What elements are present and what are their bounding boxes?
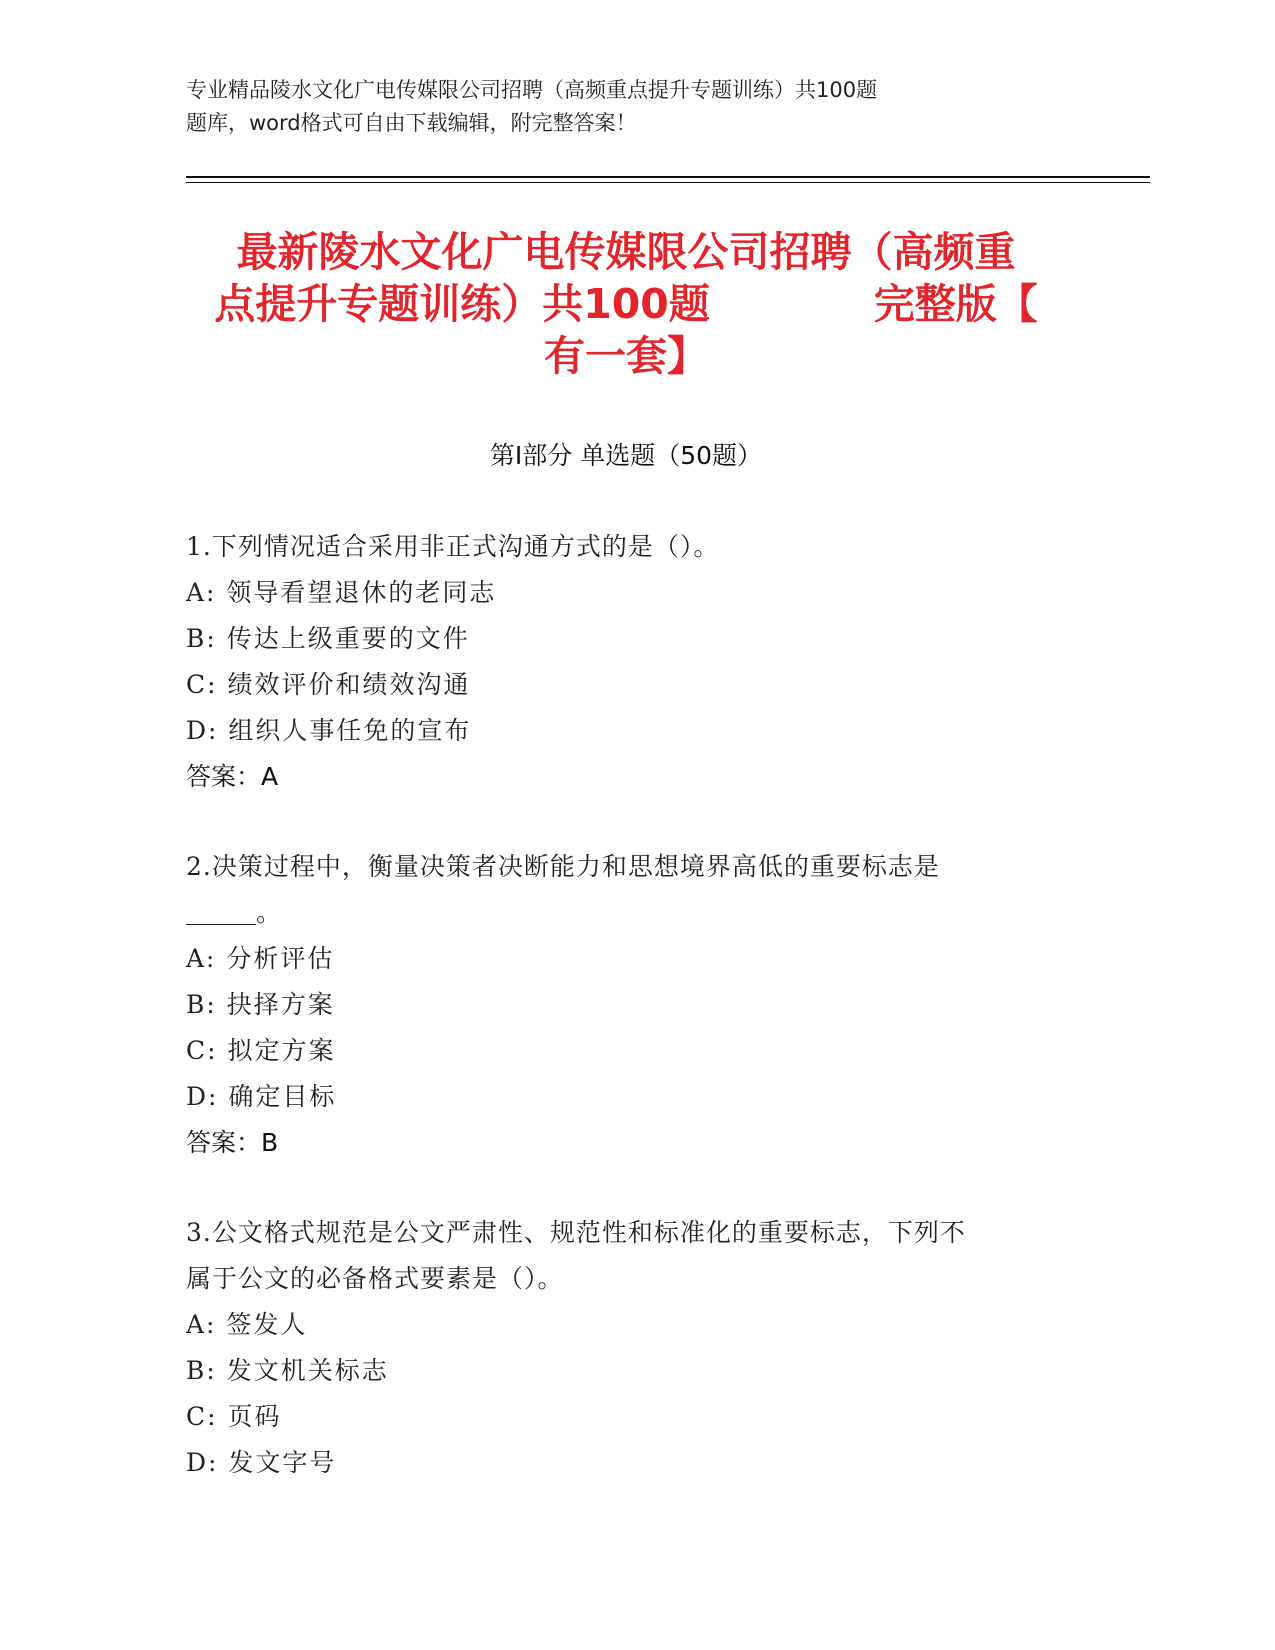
option-b: B: 传达上级重要的文件 xyxy=(186,624,470,653)
section-title: 第Ⅰ部分 单选题（50题） xyxy=(489,441,763,470)
header-divider-thick xyxy=(186,176,1150,178)
question-2 xyxy=(186,844,1076,1166)
option-d: D: 确定目标 xyxy=(186,1082,337,1111)
question-3 xyxy=(186,1210,1076,1486)
question-list xyxy=(186,524,1076,1530)
answer-blank xyxy=(186,904,256,925)
option-c: C: 绩效评价和绩效沟通 xyxy=(186,670,471,699)
option-c: C: 页码 xyxy=(186,1402,282,1431)
option-a: A: 签发人 xyxy=(186,1310,308,1339)
header-note-line1: 专业精品陵水文化广电传媒限公司招聘（高频重点提升专题训练）共100题 xyxy=(186,78,878,102)
question-stem-line2 xyxy=(186,890,1076,936)
header-divider-thin xyxy=(186,182,1150,183)
option-a: A: 分析评估 xyxy=(186,944,335,973)
option-c: C: 拟定方案 xyxy=(186,1036,336,1065)
option-d: D: 组织人事任免的宣布 xyxy=(186,716,472,745)
answer: 答案：A xyxy=(186,762,279,791)
question-stem: 1.下列情况适合采用非正式沟通方式的是（）。 xyxy=(186,532,720,561)
document-title xyxy=(186,226,1066,382)
title-line1: 最新陵水文化广电传媒限公司招聘（高频重 xyxy=(236,228,1016,276)
title-line3: 有一套】 xyxy=(544,332,708,380)
stem-end: 。 xyxy=(256,898,283,927)
header-note-line2: 题库，word格式可自由下载编辑，附完整答案！ xyxy=(186,111,637,135)
option-d: D: 发文字号 xyxy=(186,1448,337,1477)
question-stem: 3.公文格式规范是公文严肃性、规范性和标准化的重要标志，下列不 xyxy=(186,1218,966,1247)
option-b: B: 抉择方案 xyxy=(186,990,335,1019)
question-stem-line2: 属于公文的必备格式要素是（）。 xyxy=(186,1264,564,1293)
option-a: A: 领导看望退休的老同志 xyxy=(186,578,497,607)
option-b: B: 发文机关标志 xyxy=(186,1356,389,1385)
question-1 xyxy=(186,524,1076,800)
title-line2: 点提升专题训练）共100题 完整版【 xyxy=(214,280,1038,328)
answer: 答案：B xyxy=(186,1128,279,1157)
question-stem: 2.决策过程中，衡量决策者决断能力和思想境界高低的重要标志是 xyxy=(186,852,940,881)
header-note xyxy=(186,74,1026,140)
